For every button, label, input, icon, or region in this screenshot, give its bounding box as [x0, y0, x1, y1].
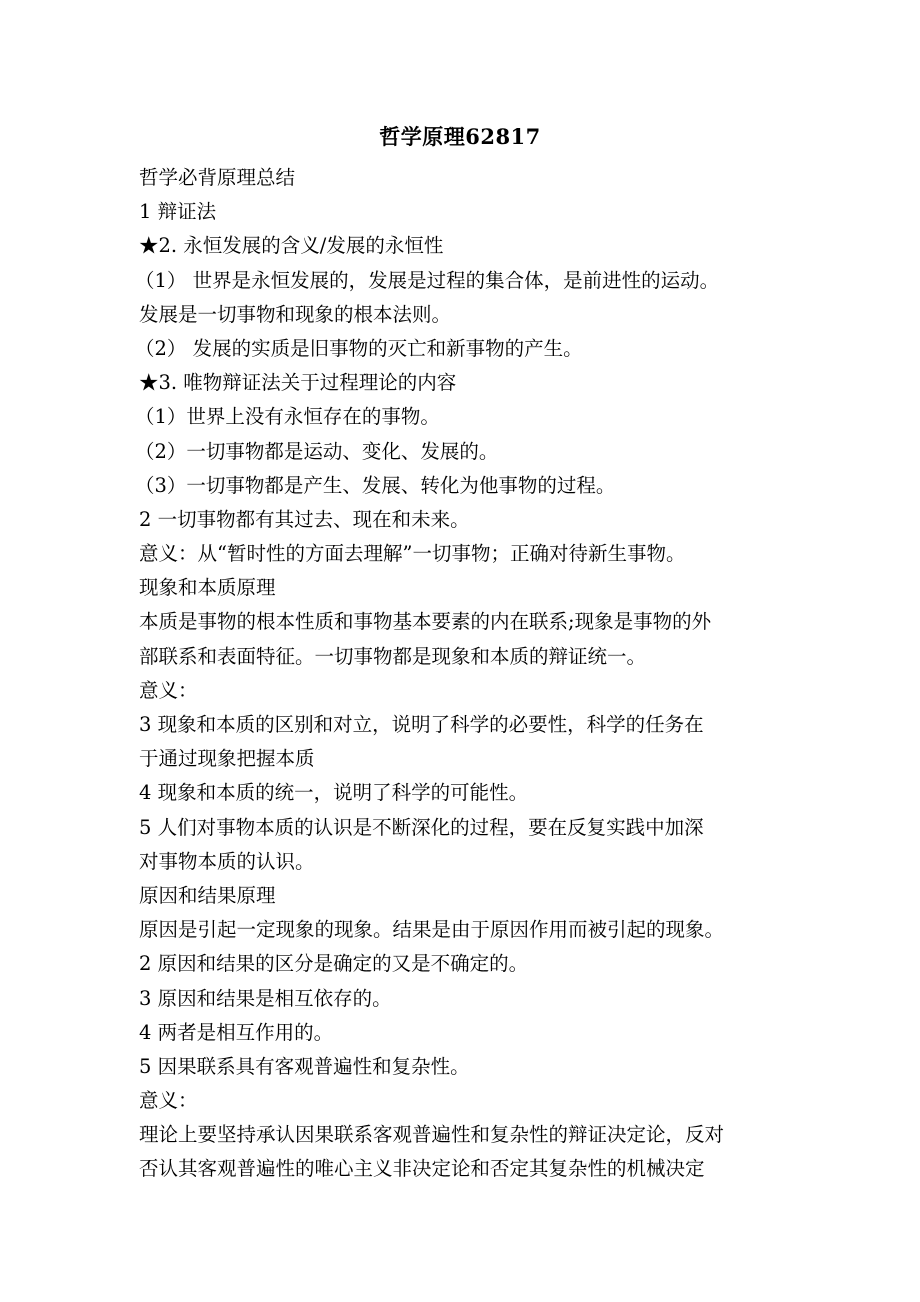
text-line: 5 因果联系具有客观普遍性和复杂性。: [139, 1054, 470, 1078]
document-title: 哲学原理62817: [379, 124, 541, 149]
section-heading: 现象和本质原理: [139, 576, 276, 600]
text-line: 意义：: [139, 1089, 198, 1113]
text-line: ★3. 唯物辩证法关于过程理论的内容: [139, 371, 457, 395]
document-body: [135, 161, 799, 1187]
text-line: 4 现象和本质的统一，说明了科学的可能性。: [139, 781, 529, 805]
text-line: （2） 发展的实质是旧事物的灭亡和新事物的产生。: [135, 336, 583, 360]
text-line: 5 人们对事物本质的认识是不断深化的过程，要在反复实践中加深: [139, 815, 704, 839]
text-line: 2 原因和结果的区分是确定的又是不确定的。: [139, 952, 529, 976]
text-line: 3 现象和本质的区别和对立，说明了科学的必要性，科学的任务在: [139, 713, 704, 736]
text-line: 3 原因和结果是相互依存的。: [139, 986, 392, 1010]
text-line: 哲学必背原理总结: [139, 166, 296, 189]
text-line: （2）一切事物都是运动、变化、发展的。: [135, 439, 499, 463]
text-line: 4 两者是相互作用的。: [139, 1020, 334, 1044]
text-line: ★2. 永恒发展的含义/发展的永恒性: [139, 234, 444, 258]
text-line: 1 辩证法: [139, 200, 217, 224]
text-line: 否认其客观普遍性的唯心主义非决定论和否定其复杂性的机械决定: [139, 1157, 705, 1181]
text-line: 部联系和表面特征。一切事物都是现象和本质的辩证统一。: [139, 644, 647, 668]
text-line: 本质是事物的根本性质和事物基本要素的内在联系;现象是事物的外: [139, 610, 712, 634]
text-line: 理论上要坚持承认因果联系客观普遍性和复杂性的辩证决定论，反对: [139, 1123, 725, 1147]
text-line: 2 一切事物都有其过去、现在和未来。: [139, 507, 470, 531]
text-line: 原因是引起一定现象的现象。结果是由于原因作用而被引起的现象。: [139, 918, 725, 942]
text-line: （3）一切事物都是产生、发展、转化为他事物的过程。: [135, 473, 616, 497]
section-heading: 原因和结果原理: [139, 883, 276, 907]
text-line: 发展是一切事物和现象的根本法则。: [139, 302, 452, 326]
text-line: （1） 世界是永恒发展的，发展是过程的集合体，是前进性的运动。: [135, 268, 720, 292]
text-line: 对事物本质的认识。: [139, 849, 315, 873]
text-line: 意义：从“暂时性的方面去理解”一切事物；正确对待新生事物。: [139, 542, 686, 566]
text-line: 于通过现象把握本质: [139, 747, 315, 771]
text-line: （1）世界上没有永恒存在的事物。: [135, 405, 440, 429]
text-line: 意义：: [139, 678, 198, 702]
